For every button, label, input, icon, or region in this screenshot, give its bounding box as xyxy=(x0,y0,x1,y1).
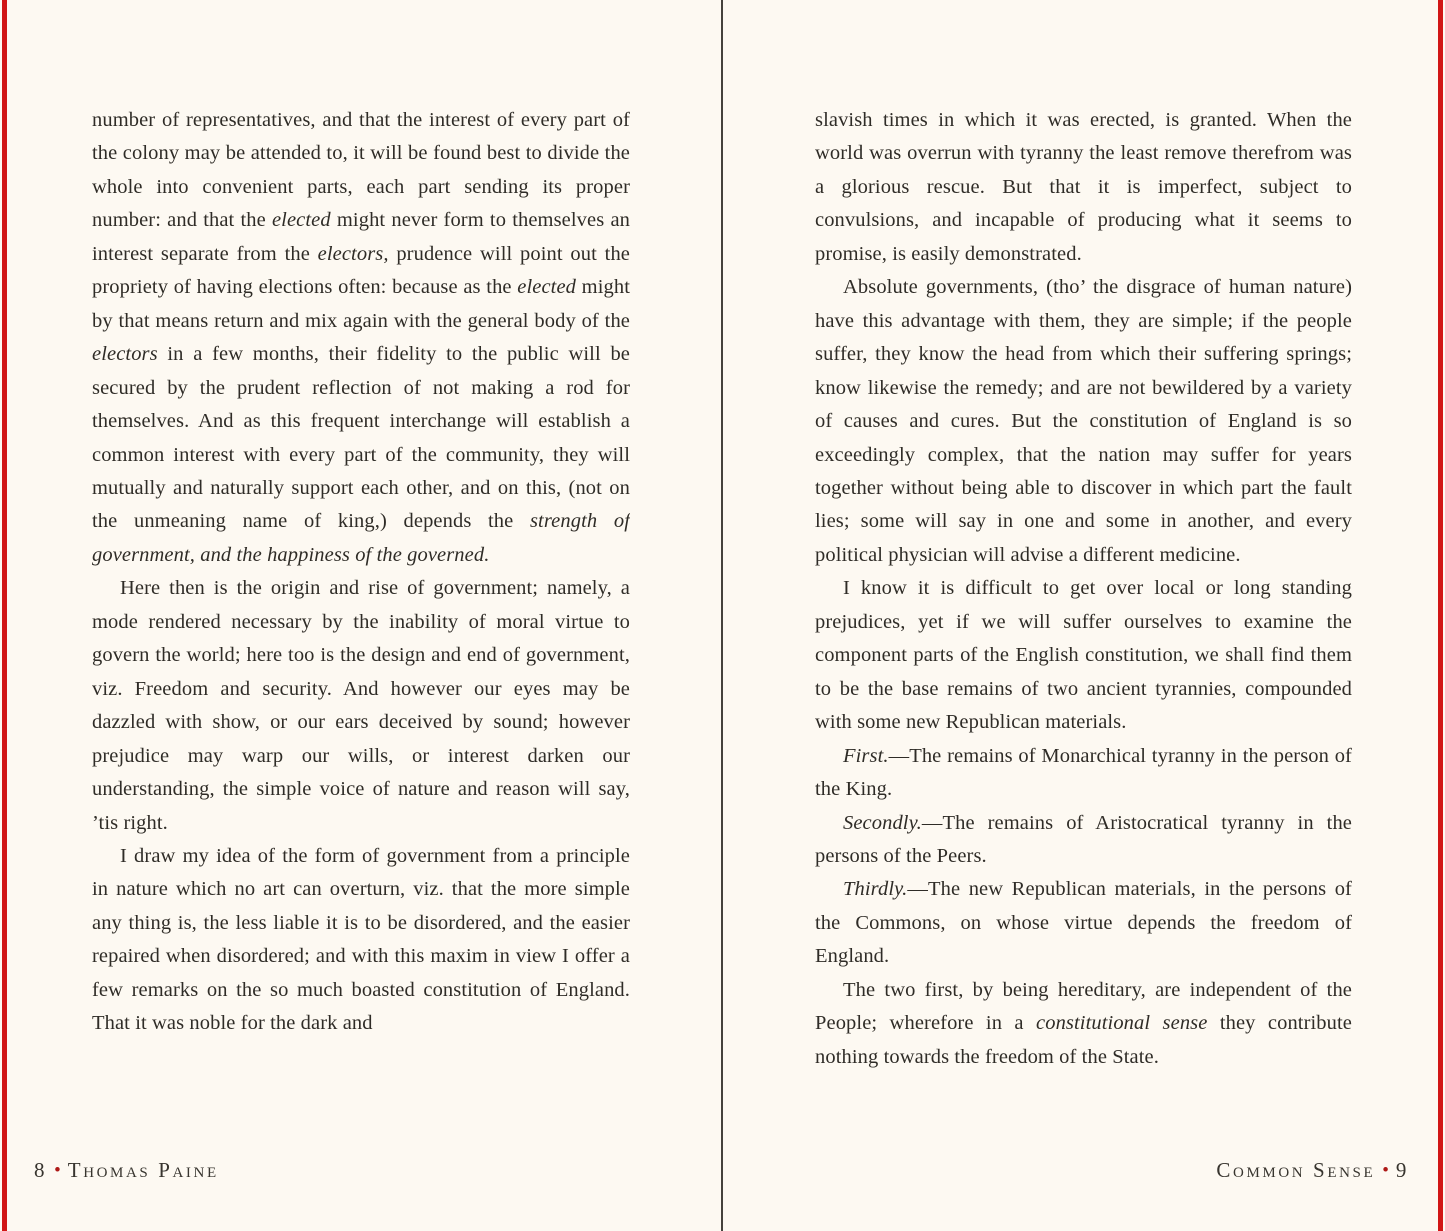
bullet-icon: • xyxy=(1382,1160,1389,1181)
page-number-right: 9 xyxy=(1395,1158,1409,1182)
running-title-book: Common Sense xyxy=(1216,1158,1376,1182)
paragraph: The two first, by being hereditary, are independent of the People; wherefore in a constitutional sense they contribute nothing towards the freedom of the State. xyxy=(815,978,1352,1068)
paragraph: First.—The remains of Monarchical tyranny in the person of the King. xyxy=(815,744,1352,801)
page-edge-accent-right xyxy=(1438,0,1443,1231)
running-title-author: Thomas Paine xyxy=(67,1158,219,1182)
paragraph: Here then is the origin and rise of government; namely, a mode rendered necessary by the inability of moral virtue to govern the world; here too is the design and end of government, viz. Freedom and security. And however our eyes may be dazzled with show, or our ears deceived by sound; however prejudice may warp our wills, or interest darken our understanding, the simple voice of nature and reason will say, ’tis right. xyxy=(92,577,630,834)
left-page-text xyxy=(92,104,630,1041)
paragraph: I know it is difficult to get over local or long standing prejudices, yet if we will suffer ourselves to examine the component parts of the English constitution, we shall find them to be the base remains of two ancient tyrannies, compounded with some new Republican materials. xyxy=(815,577,1352,734)
paragraph: number of representatives, and that the interest of every part of the colony may be attended to, it will be found best to divide the whole into convenient parts, each part sending its proper number: and that the elected might never form to themselves an interest separate from the electors, prudence will point out the propriety of having elections often: because as the elected might by that means return and mix again with the general body of the electors in a few months, their fidelity to the public will be secured by the prudent reflection of not making a rod for themselves. And as this frequent interchange will establish a common interest with every part of the community, they will mutually and naturally support each other, and on this, (not on the unmeaning name of king,) depends the strength of government, and the happiness of the governed. xyxy=(92,109,630,566)
page-number-left: 8 xyxy=(34,1158,48,1182)
right-page xyxy=(815,104,1352,1134)
paragraph: Secondly.—The remains of Aristocratical tyranny in the persons of the Peers. xyxy=(815,811,1352,867)
left-page-footer xyxy=(34,1158,219,1183)
paragraph: Absolute governments, (tho’ the disgrace of human nature) have this advantage with them, they are simple; if the people suffer, they know the head from which their suffering springs; know likewise the remedy; and are not bewildered by a variety of causes and cures. But the constitution of England is so exceedingly complex, that the nation may suffer for years together without being able to discover in which part the fault lies; some will say in one and some in another, and every political physician will advise a different medicine. xyxy=(815,276,1352,566)
paragraph: Thirdly.—The new Republican materials, in the persons of the Commons, on whose virtue depends the freedom of England. xyxy=(815,878,1352,968)
right-page-text xyxy=(815,104,1352,1074)
bullet-icon: • xyxy=(54,1160,61,1181)
paragraph: I draw my idea of the form of government from a principle in nature which no art can overturn, viz. that the more simple any thing is, the less liable it is to be disordered, and the easier repaired when disordered; and with this maxim in view I offer a few remarks on the so much boasted constitution of England. That it was noble for the dark and xyxy=(92,844,630,1035)
paragraph: slavish times in which it was erected, is granted. When the world was overrun with tyranny the least remove therefrom was a glorious rescue. But that it is imperfect, subject to convulsions, and incapable of producing what it seems to promise, is easily demonstrated. xyxy=(815,109,1352,265)
page-divider xyxy=(721,0,723,1231)
page-edge-accent-left xyxy=(2,0,7,1231)
left-page xyxy=(92,104,630,1134)
right-page-footer xyxy=(1216,1158,1409,1183)
